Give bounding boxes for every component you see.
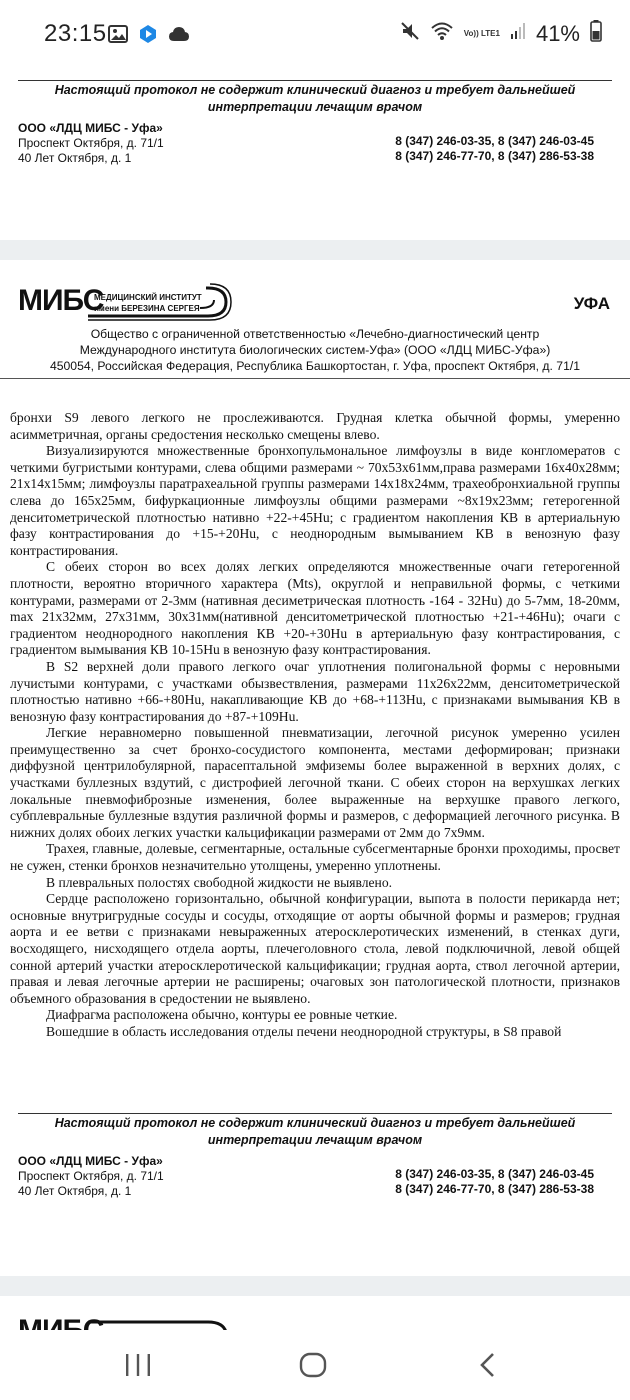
footer-org-name: ООО «ЛДЦ МИБС - Уфа» (18, 1154, 163, 1168)
gallery-icon (108, 25, 128, 48)
paragraph: В S2 верхней доли правого легкого очаг уплотнения полигональной формы с неровными лучистыми контурами, с участками обызвествления, размерами 11х26х22мм, денситометрической плотностью нативно +66-+80Hu, накапливающие КВ до +68-+113Hu, с признаками вымывания КВ в венозную фазу контрастирования до +87-+109Hu. (10, 658, 620, 724)
footer-disclaimer-line2: интерпретации лечащим врачом (207, 100, 423, 114)
page-header (0, 282, 630, 382)
battery-level: 41% (535, 20, 580, 46)
logo-subtitle-2: имени БЕРЕЗИНА СЕРГЕЯ (94, 304, 200, 313)
logo-subtitle-1: МЕДИЦИНСКИЙ ИНСТИТУТ (94, 293, 202, 302)
footer-rule (18, 1113, 612, 1114)
battery-icon (590, 20, 602, 47)
mute-icon (400, 21, 420, 46)
home-button[interactable] (299, 1352, 327, 1383)
footer-phones (395, 1167, 594, 1197)
notification-icons (108, 24, 190, 49)
app-icon (138, 24, 158, 49)
page-footer (0, 74, 630, 174)
paragraph: Трахея, главные, долевые, сегментарные, остальные субсегментарные бронхи проходимы, просвет не сужен, стенки бронхов незначительно утолщены, умеренно уплотнены. (10, 841, 620, 874)
paragraph: Легкие неравномерно повышенной пневматизации, легочной рисунок умеренно усилен преимущественно за счет бронхо-сосудистого компонента, местами деформирован; признаки диффузной центрилобулярной, парасептальной эмфиземы более выраженной в верхних долях, с участками буллезных вздутий, с дистрофией легочной ткани. С обеих сторон на верхушках легких локальные пневмофиброзные изменения, более выраженные на верхушке правого легкого, субплевральные буллезные вздутия различной формы и размеров, с деформацией легочного рисунка. В нижних долях обоих легких участки кальцификации размерами от 2мм до 7х9мм. (10, 725, 620, 840)
back-button[interactable] (478, 1352, 498, 1383)
paragraph: бронхи S9 левого легкого не прослеживаются. Грудная клетка обычной формы, умеренно асимметричная, органы средостения несколько смещены влево. (10, 410, 620, 442)
footer-phones (395, 134, 594, 164)
footer-phones-1: 8 (347) 246-03-35, 8 (347) 246-03-45 (395, 1167, 594, 1181)
navigation-bar (0, 1330, 630, 1400)
header-org-line-2: Международного института биологических систем-Уфа» (ООО «ЛДЦ МИБС-Уфа») (79, 343, 551, 357)
cloud-icon (168, 26, 190, 47)
paragraph: Вошедшие в область исследования отделы печени неоднородной структуры, в S8 правой (46, 1023, 562, 1039)
footer-disclaimer-line2: интерпретации лечащим врачом (207, 1133, 423, 1147)
mibs-logo (18, 282, 238, 330)
paragraph: С обеих сторон во всех долях легких определяются множественные очаги гетерогенной плотности, вероятно вторичного характера (Mts), округлой и неправильной формы, с четкими контурами, размерами от 2-3мм (нативная десиметрическая плотность -164 - 32Hu) до 5-7мм, 18-20мм, max 21х32мм, 27х31мм, 30х31мм(нативной денситометрической плотностью +21-+46Hu); очаги с градиентом неоднородного накопления КВ +20-+30Hu в артериальную фазу контрастирования, с градиентом вымывания КВ 10-15Hu в венозную фазу контрастирования. (10, 559, 620, 658)
signal-icon (510, 22, 526, 45)
recent-apps-button[interactable] (124, 1352, 152, 1383)
report-text (10, 410, 620, 1041)
logo-swoosh-icon (88, 282, 233, 322)
footer-phones-1: 8 (347) 246-03-35, 8 (347) 246-03-45 (395, 134, 594, 148)
footer-phones-2: 8 (347) 246-77-70, 8 (347) 286-53-38 (395, 1182, 594, 1196)
footer-rule (18, 80, 612, 81)
header-city: УФА (573, 294, 610, 313)
footer-phones-2: 8 (347) 246-77-70, 8 (347) 286-53-38 (395, 149, 594, 163)
wifi-icon (430, 21, 454, 46)
paragraph: Сердце расположено горизонтально, обычной конфигурации, выпота в полости перикарда нет; основные внутригрудные сосуды и сосуды, отходящие от аорты обычной формы и размеров; грудная аорта и ее ветви с признаками невыраженных атеросклеротических изменений, в стенках дуги, восходящего, нисходящего отдела аорты, плечеголовного стола, левой подключичной, левой общей сонной артерий участки атеросклеротической кальцификации; грудная аорта, ствол легочной артерии, правая и левая легочные артерии не расширены; очаговых зон патологической плотности, признаков объемного образования в средостении не выявлено. (10, 891, 620, 1006)
paragraph: В плевральных полостях свободной жидкости не выявлено. (46, 874, 393, 890)
footer-address-2: 40 Лет Октября, д. 1 (18, 151, 132, 165)
network-type-icon: Vo)) LTE1 (463, 29, 500, 38)
footer-disclaimer-line1: Настоящий протокол не содержит клинический диагноз и требует дальнейшей (54, 1116, 576, 1130)
footer-org-name: ООО «ЛДЦ МИБС - Уфа» (18, 121, 163, 135)
footer-org (18, 121, 164, 166)
footer-address-2: 40 Лет Октября, д. 1 (18, 1184, 132, 1198)
header-org-line-3: 450054, Российская Федерация, Республика Башкортостан, г. Уфа, проспект Октября, д. 71/1 (49, 359, 581, 373)
status-bar (0, 0, 630, 70)
header-org-line-1: Общество с ограниченной ответственностью «Лечебно-диагностический центр (90, 327, 540, 341)
footer-address-1: Проспект Октября, д. 71/1 (18, 1169, 164, 1183)
page-separator (0, 240, 630, 260)
footer-org (18, 1154, 164, 1199)
footer-address-1: Проспект Октября, д. 71/1 (18, 136, 164, 150)
paragraph: Диафрагма расположена обычно, контуры ее ровные четкие. (46, 1007, 398, 1023)
page-separator (0, 1276, 630, 1296)
logo-text: МИБС (18, 284, 104, 317)
page-footer (0, 1107, 630, 1207)
footer-disclaimer-line1: Настоящий протокол не содержит клинический диагноз и требует дальнейшей (54, 83, 576, 97)
header-rule (0, 378, 630, 379)
clock: 23:15 (44, 20, 107, 47)
next-page-header (0, 1300, 630, 1330)
paragraph: Визуализируются множественные бронхопульмональное лимфоузлы в виде конгломератов с четкими бугристыми контурами, слева общими размерами ~ 70х53х61мм,права размерами 16х40х28мм; 21х14х15мм; лимфоузлы паратрахеальной группы размерами 14х18х24мм, трахеобронхиальной группы слева до 165х25мм, бифуркационные лимфоузлы общими размерами ~8х19х23мм; гетерогенной денситометрической плотностью нативно +22-+45Hu; с градиентом накопления КВ в артериальную фазу контрастирования до +15-+20Hu, с неоднородным вымыванием КВ в венозную фазу контрастирования. (10, 443, 620, 558)
system-icons (400, 20, 602, 47)
